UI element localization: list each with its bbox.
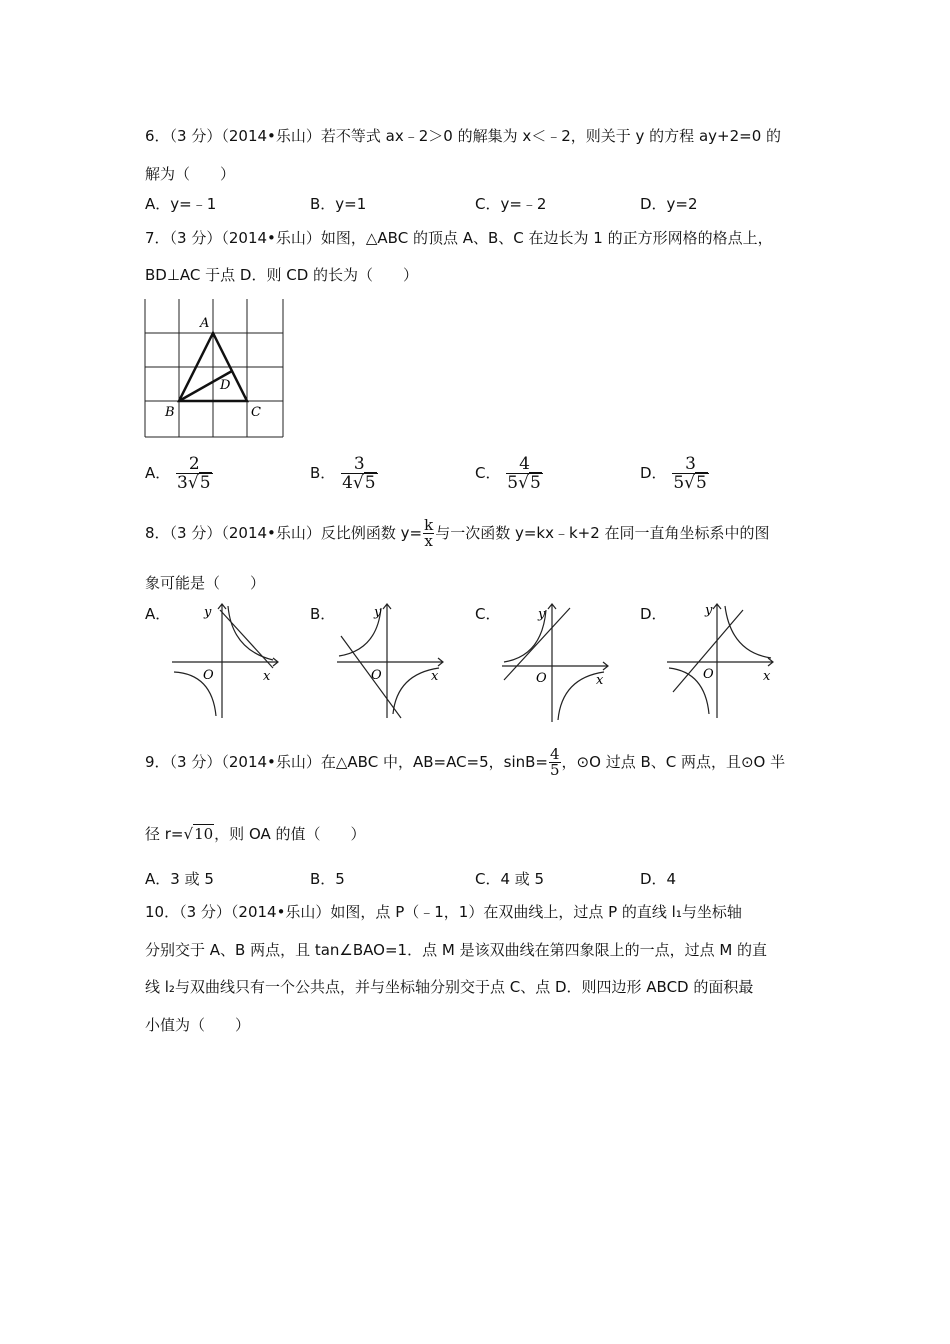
q8-d-y-label: y xyxy=(705,603,713,618)
q8-c-origin-label: O xyxy=(536,671,547,686)
q8-a-origin-label: O xyxy=(203,668,214,683)
q7-stem-line2: BD⊥AC 于点 D．则 CD 的长为（ ） xyxy=(145,266,419,284)
q7-label-a: A xyxy=(200,316,210,331)
q8-stem-line1 xyxy=(145,518,770,549)
q7-option-d-letter: D． xyxy=(640,464,667,482)
q7-option-d-radicand: 5 xyxy=(696,473,707,493)
q8-graph-d xyxy=(665,600,780,720)
q7-option-d xyxy=(640,455,710,492)
q7-option-b xyxy=(310,455,379,492)
q10-stem-line1: 10．（3 分）（2014•乐山）如图，点 P（﹣1，1）在双曲线上，过点 P 的直线 l₁与坐标轴 xyxy=(145,903,742,921)
q8-a-hyperbola-branch-1 xyxy=(228,606,273,660)
q7-stem-line1: 7．（3 分）（2014•乐山）如图，△ABC 的顶点 A、B、C 在边长为 1 的正方形网格的格点上， xyxy=(145,229,773,247)
q7-option-c-coef: 5 xyxy=(507,473,519,493)
q7-option-d-numerator: 3 xyxy=(672,455,709,474)
q8-d-hyperbola-branch-1 xyxy=(725,606,771,658)
q9-option-d: D．4 xyxy=(640,870,677,888)
q8-graph-b xyxy=(335,600,450,720)
q7-option-a-letter: A． xyxy=(145,464,171,482)
q9-stem-line1 xyxy=(145,747,785,778)
q7-grid-figure xyxy=(144,298,286,440)
q9-stem-post: ，⊙O 过点 B、C 两点，且⊙O 半 xyxy=(561,753,786,771)
q8-option-d-letter: D． xyxy=(640,605,667,623)
q7-label-b: B xyxy=(165,405,175,420)
q7-option-d-fraction: $\frac{3}{5√5}$ xyxy=(673,454,707,493)
q8-c-x-label: x xyxy=(596,673,604,688)
q6-option-b: B．y=1 xyxy=(310,195,367,213)
q7-option-c xyxy=(475,455,544,492)
q8-b-origin-label: O xyxy=(371,668,382,683)
q9-stem-line2 xyxy=(145,823,366,845)
q8-c-y-label: y xyxy=(538,607,546,622)
q7-option-b-numerator: 3 xyxy=(341,455,378,474)
q8-a-y-label: y xyxy=(204,605,212,620)
q7-option-a-coef: 3 xyxy=(177,473,188,493)
q9-stem-line2-pre: 径 r= xyxy=(145,825,184,843)
q8-frac-den: x xyxy=(424,532,433,550)
q8-a-x-label: x xyxy=(263,669,271,684)
q9-option-a: A．3 或 5 xyxy=(145,870,214,888)
q6-stem-line1: 6．（3 分）（2014•乐山）若不等式 ax﹣2＞0 的解集为 x＜﹣2，则关于 y 的方程 ay+2=0 的 xyxy=(145,127,782,145)
q6-option-d: D．y=2 xyxy=(640,195,698,213)
q8-graph-a xyxy=(170,600,285,720)
q9-stem-pre: 9．（3 分）（2014•乐山）在△ABC 中，AB=AC=5，sinB= xyxy=(145,753,548,771)
q7-option-b-coef: 4 xyxy=(342,473,353,493)
q8-stem-post: 与一次函数 y=kx﹣k+2 在同一直角坐标系中的图 xyxy=(435,524,770,542)
q10-stem-line3: 线 l₂与双曲线只有一个公共点，并与坐标轴分别交于点 C、点 D．则四边形 ABCD 的面积最 xyxy=(145,978,754,996)
q8-b-y-label: y xyxy=(374,605,382,620)
q8-stem-line2: 象可能是（ ） xyxy=(145,574,266,592)
q7-option-a xyxy=(145,455,214,492)
q8-graph-c xyxy=(500,600,615,725)
q9-radicand: 10 xyxy=(194,825,214,843)
q9-fraction-sinb xyxy=(549,747,561,778)
q6-option-a: A．y=﹣1 xyxy=(145,195,217,213)
q8-frac-num: k xyxy=(424,516,434,534)
q9-frac-den: 5 xyxy=(550,761,560,779)
q7-option-c-fraction: $\frac{4}{5√5}$ xyxy=(507,454,541,493)
q8-option-b-letter: B． xyxy=(310,605,336,623)
q7-option-b-fraction: $\frac{3}{4√5}$ xyxy=(342,454,376,493)
q8-b-x-label: x xyxy=(431,669,439,684)
q8-a-line xyxy=(220,610,273,668)
q7-option-a-numerator: 2 xyxy=(176,455,213,474)
q7-option-d-coef: 5 xyxy=(673,473,685,493)
q8-option-a-letter: A． xyxy=(145,605,171,623)
q8-stem-pre: 8．（3 分）（2014•乐山）反比例函数 y= xyxy=(145,524,423,542)
q7-option-c-numerator: 4 xyxy=(506,455,543,474)
q9-option-c: C．4 或 5 xyxy=(475,870,545,888)
q8-fraction-k-over-x xyxy=(423,518,434,549)
q7-option-b-radicand: 5 xyxy=(364,473,376,493)
q8-option-c-letter: C． xyxy=(475,605,501,623)
q8-d-x-label: x xyxy=(763,669,771,684)
q9-stem-line2-post: ，则 OA 的值（ ） xyxy=(214,825,366,843)
q7-label-c: C xyxy=(251,405,261,420)
q7-option-c-radicand: 5 xyxy=(529,473,541,493)
q7-option-c-letter: C． xyxy=(475,464,501,482)
q7-option-a-fraction: $\frac{2}{3√5}$ xyxy=(177,454,211,493)
q8-c-line xyxy=(504,608,570,680)
q7-option-a-radicand: 5 xyxy=(199,473,211,493)
q6-option-c: C．y=﹣2 xyxy=(475,195,547,213)
q10-stem-line4: 小值为（ ） xyxy=(145,1016,251,1034)
q9-option-b: B．5 xyxy=(310,870,345,888)
q7-label-d: D xyxy=(220,378,231,393)
q10-stem-line2: 分别交于 A、B 两点，且 tan∠BAO=1．点 M 是该双曲线在第四象限上的一点，过点 M 的直 xyxy=(145,941,768,959)
q6-stem-line2: 解为（ ） xyxy=(145,165,236,183)
q9-frac-num: 4 xyxy=(550,745,560,763)
q8-d-origin-label: O xyxy=(703,667,714,682)
q7-option-b-letter: B． xyxy=(310,464,336,482)
q9-sqrt-10: √10 xyxy=(183,825,214,843)
